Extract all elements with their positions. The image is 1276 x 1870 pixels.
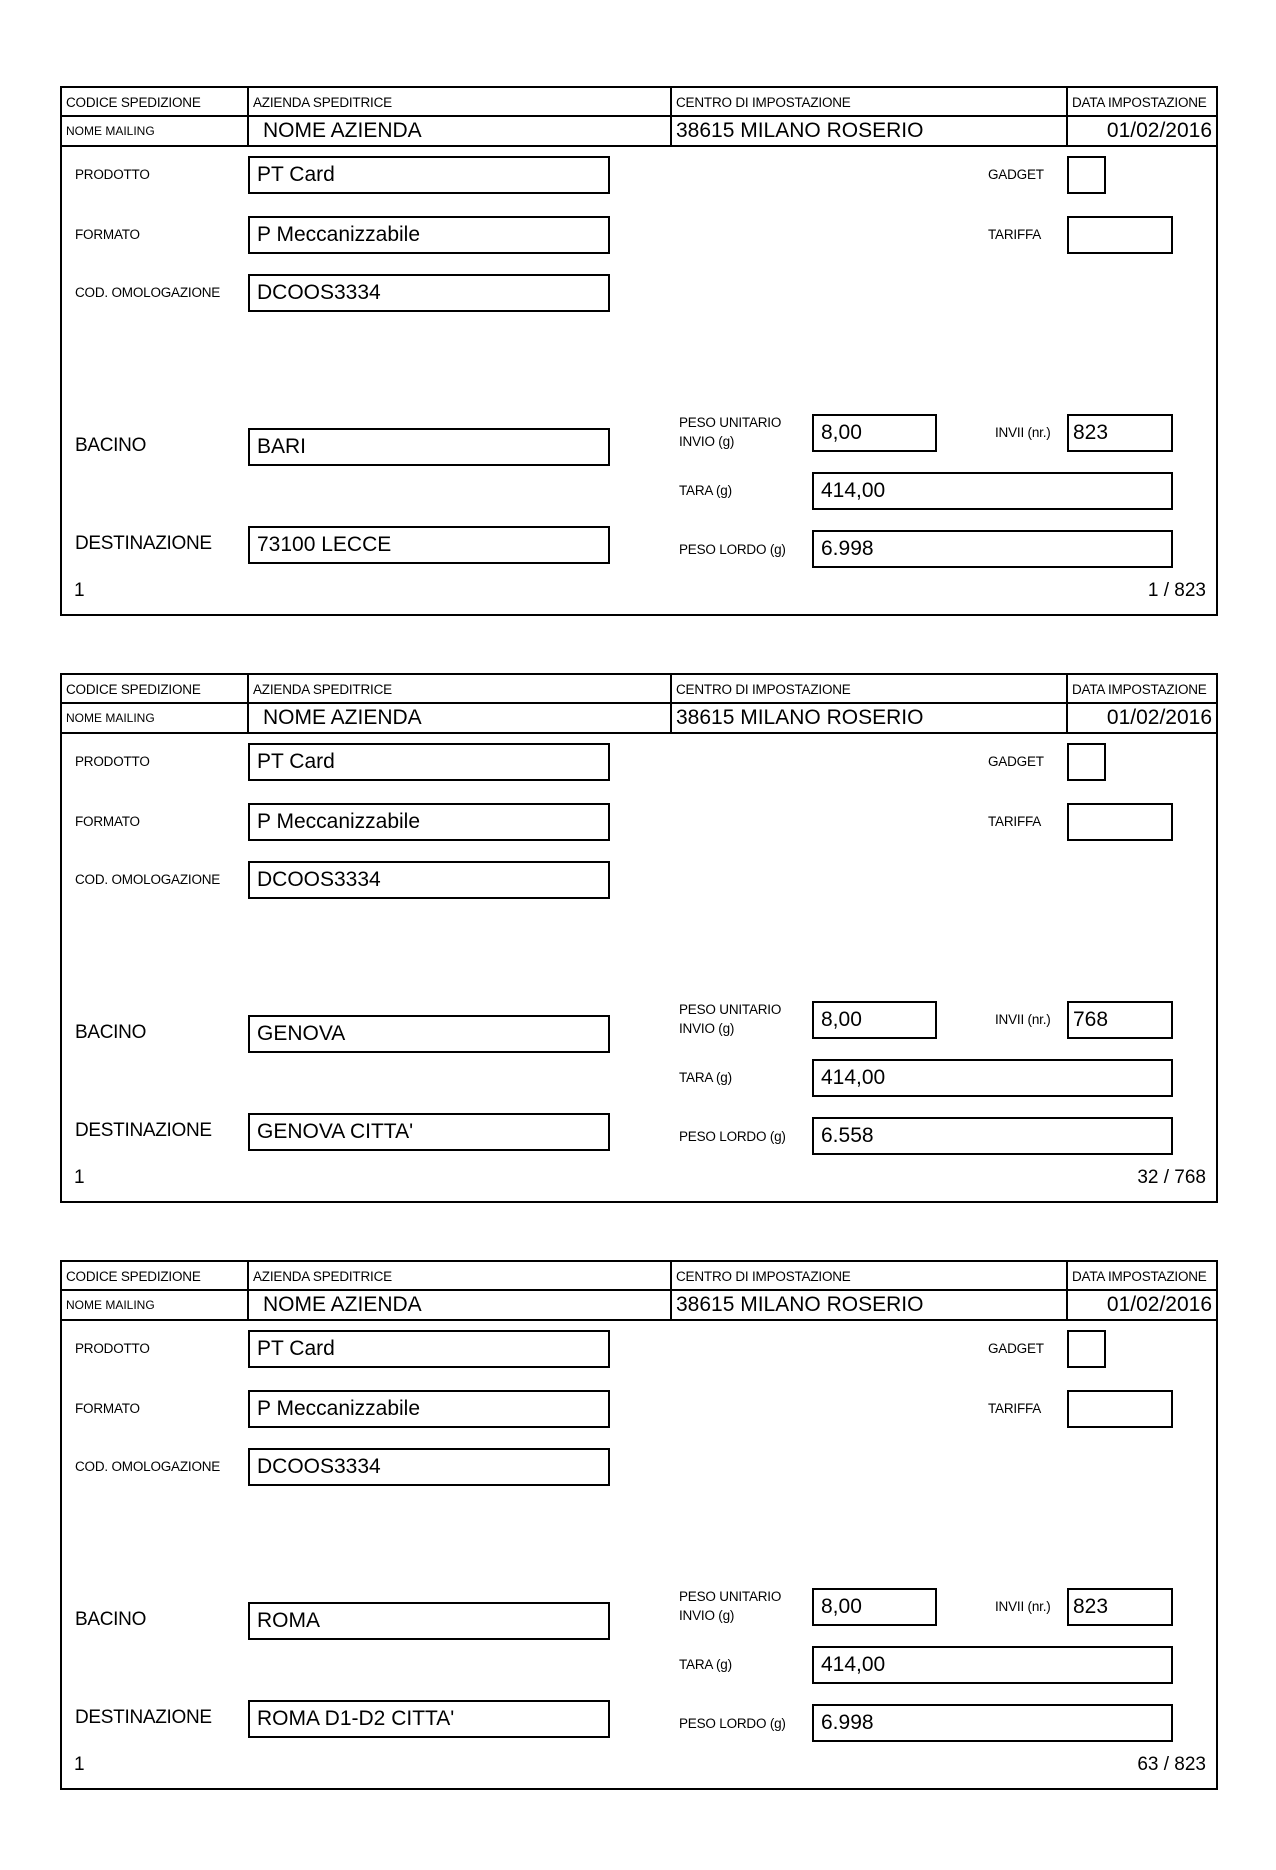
codice-spedizione-label: CODICE SPEDIZIONE <box>66 95 201 110</box>
centro-impostazione-label: CENTRO DI IMPOSTAZIONE <box>670 1262 1066 1289</box>
gadget-label: GADGET <box>988 754 1044 769</box>
tariffa-field <box>1067 1390 1173 1428</box>
data-impostazione-label: DATA IMPOSTAZIONE <box>1066 675 1216 702</box>
cod-omologazione-field: DCOOS3334 <box>248 861 610 899</box>
shipment-card <box>60 673 1218 1203</box>
centro-value: 38615 MILANO ROSERIO <box>670 1291 1066 1319</box>
invii-label: INVII (nr.) <box>995 1012 1051 1027</box>
peso-lordo-field: 6.998 <box>812 1704 1173 1742</box>
tara-label: TARA (g) <box>679 1657 732 1672</box>
peso-unitario-label: PESO UNITARIO <box>679 415 782 430</box>
formato-label: FORMATO <box>75 227 140 242</box>
bacino-field: BARI <box>248 428 610 466</box>
destinazione-field: ROMA D1-D2 CITTA' <box>248 1700 610 1738</box>
shipment-card <box>60 86 1218 616</box>
header-labels-row <box>62 675 1216 704</box>
azienda-value: NOME AZIENDA <box>247 117 670 145</box>
gadget-field <box>1067 156 1106 194</box>
gadget-label: GADGET <box>988 1341 1044 1356</box>
gadget-field <box>1067 743 1106 781</box>
invii-label: INVII (nr.) <box>995 425 1051 440</box>
formato-field: P Meccanizzabile <box>248 216 610 254</box>
peso-lordo-field: 6.558 <box>812 1117 1173 1155</box>
prodotto-field: PT Card <box>248 1330 610 1368</box>
destinazione-field: GENOVA CITTA' <box>248 1113 610 1151</box>
gadget-field <box>1067 1330 1106 1368</box>
formato-field: P Meccanizzabile <box>248 1390 610 1428</box>
cod-omologazione-label: COD. OMOLOGAZIONE <box>75 872 221 887</box>
footer-page-count: 32 / 768 <box>1137 1167 1206 1188</box>
bacino-label: BACINO <box>75 435 147 456</box>
nome-mailing-label: NOME MAILING <box>66 711 155 725</box>
tariffa-label: TARIFFA <box>988 227 1042 242</box>
tara-field: 414,00 <box>812 472 1173 510</box>
shipment-card <box>60 1260 1218 1790</box>
invio-g-label: INVIO (g) <box>679 1021 735 1036</box>
peso-unitario-label: PESO UNITARIO <box>679 1589 782 1604</box>
bacino-field: GENOVA <box>248 1015 610 1053</box>
tariffa-label: TARIFFA <box>988 814 1042 829</box>
centro-value: 38615 MILANO ROSERIO <box>670 117 1066 145</box>
azienda-value: NOME AZIENDA <box>247 704 670 732</box>
invio-g-label: INVIO (g) <box>679 1608 735 1623</box>
peso-lordo-label: PESO LORDO (g) <box>679 1129 786 1144</box>
bacino-field: ROMA <box>248 1602 610 1640</box>
nome-mailing-label: NOME MAILING <box>66 1298 155 1312</box>
cod-omologazione-field: DCOOS3334 <box>248 274 610 312</box>
peso-lordo-label: PESO LORDO (g) <box>679 542 786 557</box>
peso-unitario-field: 8,00 <box>812 1001 937 1039</box>
codice-spedizione-label: CODICE SPEDIZIONE <box>66 1269 201 1284</box>
peso-unitario-label: PESO UNITARIO <box>679 1002 782 1017</box>
data-value: 01/02/2016 <box>1066 117 1216 145</box>
azienda-value: NOME AZIENDA <box>247 1291 670 1319</box>
cod-omologazione-label: COD. OMOLOGAZIONE <box>75 285 221 300</box>
bacino-label: BACINO <box>75 1609 147 1630</box>
footer-left: 1 <box>74 1167 85 1188</box>
codice-spedizione-label: CODICE SPEDIZIONE <box>66 682 201 697</box>
destinazione-label: DESTINAZIONE <box>75 1707 212 1728</box>
invio-g-label: INVIO (g) <box>679 434 735 449</box>
footer-left: 1 <box>74 580 85 601</box>
prodotto-label: PRODOTTO <box>75 754 150 769</box>
prodotto-field: PT Card <box>248 156 610 194</box>
tariffa-field <box>1067 803 1173 841</box>
data-value: 01/02/2016 <box>1066 704 1216 732</box>
invii-field: 823 <box>1067 1588 1173 1626</box>
azienda-speditrice-label: AZIENDA SPEDITRICE <box>247 675 670 702</box>
cod-omologazione-label: COD. OMOLOGAZIONE <box>75 1459 221 1474</box>
prodotto-label: PRODOTTO <box>75 167 150 182</box>
invii-field: 768 <box>1067 1001 1173 1039</box>
formato-label: FORMATO <box>75 814 140 829</box>
centro-value: 38615 MILANO ROSERIO <box>670 704 1066 732</box>
gadget-label: GADGET <box>988 167 1044 182</box>
peso-unitario-field: 8,00 <box>812 414 937 452</box>
centro-impostazione-label: CENTRO DI IMPOSTAZIONE <box>670 88 1066 115</box>
tariffa-label: TARIFFA <box>988 1401 1042 1416</box>
prodotto-field: PT Card <box>248 743 610 781</box>
azienda-speditrice-label: AZIENDA SPEDITRICE <box>247 1262 670 1289</box>
data-impostazione-label: DATA IMPOSTAZIONE <box>1066 1262 1216 1289</box>
tara-label: TARA (g) <box>679 1070 732 1085</box>
peso-unitario-field: 8,00 <box>812 1588 937 1626</box>
footer-page-count: 1 / 823 <box>1147 580 1206 601</box>
peso-lordo-label: PESO LORDO (g) <box>679 1716 786 1731</box>
header-labels-row <box>62 1262 1216 1291</box>
prodotto-label: PRODOTTO <box>75 1341 150 1356</box>
destinazione-field: 73100 LECCE <box>248 526 610 564</box>
nome-mailing-label: NOME MAILING <box>66 124 155 138</box>
data-impostazione-label: DATA IMPOSTAZIONE <box>1066 88 1216 115</box>
peso-lordo-field: 6.998 <box>812 530 1173 568</box>
invii-field: 823 <box>1067 414 1173 452</box>
header-values-row <box>62 704 1216 734</box>
data-value: 01/02/2016 <box>1066 1291 1216 1319</box>
bacino-label: BACINO <box>75 1022 147 1043</box>
footer-page-count: 63 / 823 <box>1137 1754 1206 1775</box>
centro-impostazione-label: CENTRO DI IMPOSTAZIONE <box>670 675 1066 702</box>
cod-omologazione-field: DCOOS3334 <box>248 1448 610 1486</box>
tara-label: TARA (g) <box>679 483 732 498</box>
formato-field: P Meccanizzabile <box>248 803 610 841</box>
azienda-speditrice-label: AZIENDA SPEDITRICE <box>247 88 670 115</box>
header-values-row <box>62 1291 1216 1321</box>
invii-label: INVII (nr.) <box>995 1599 1051 1614</box>
destinazione-label: DESTINAZIONE <box>75 1120 212 1141</box>
tara-field: 414,00 <box>812 1646 1173 1684</box>
footer-left: 1 <box>74 1754 85 1775</box>
tariffa-field <box>1067 216 1173 254</box>
tara-field: 414,00 <box>812 1059 1173 1097</box>
header-labels-row <box>62 88 1216 117</box>
destinazione-label: DESTINAZIONE <box>75 533 212 554</box>
formato-label: FORMATO <box>75 1401 140 1416</box>
header-values-row <box>62 117 1216 147</box>
